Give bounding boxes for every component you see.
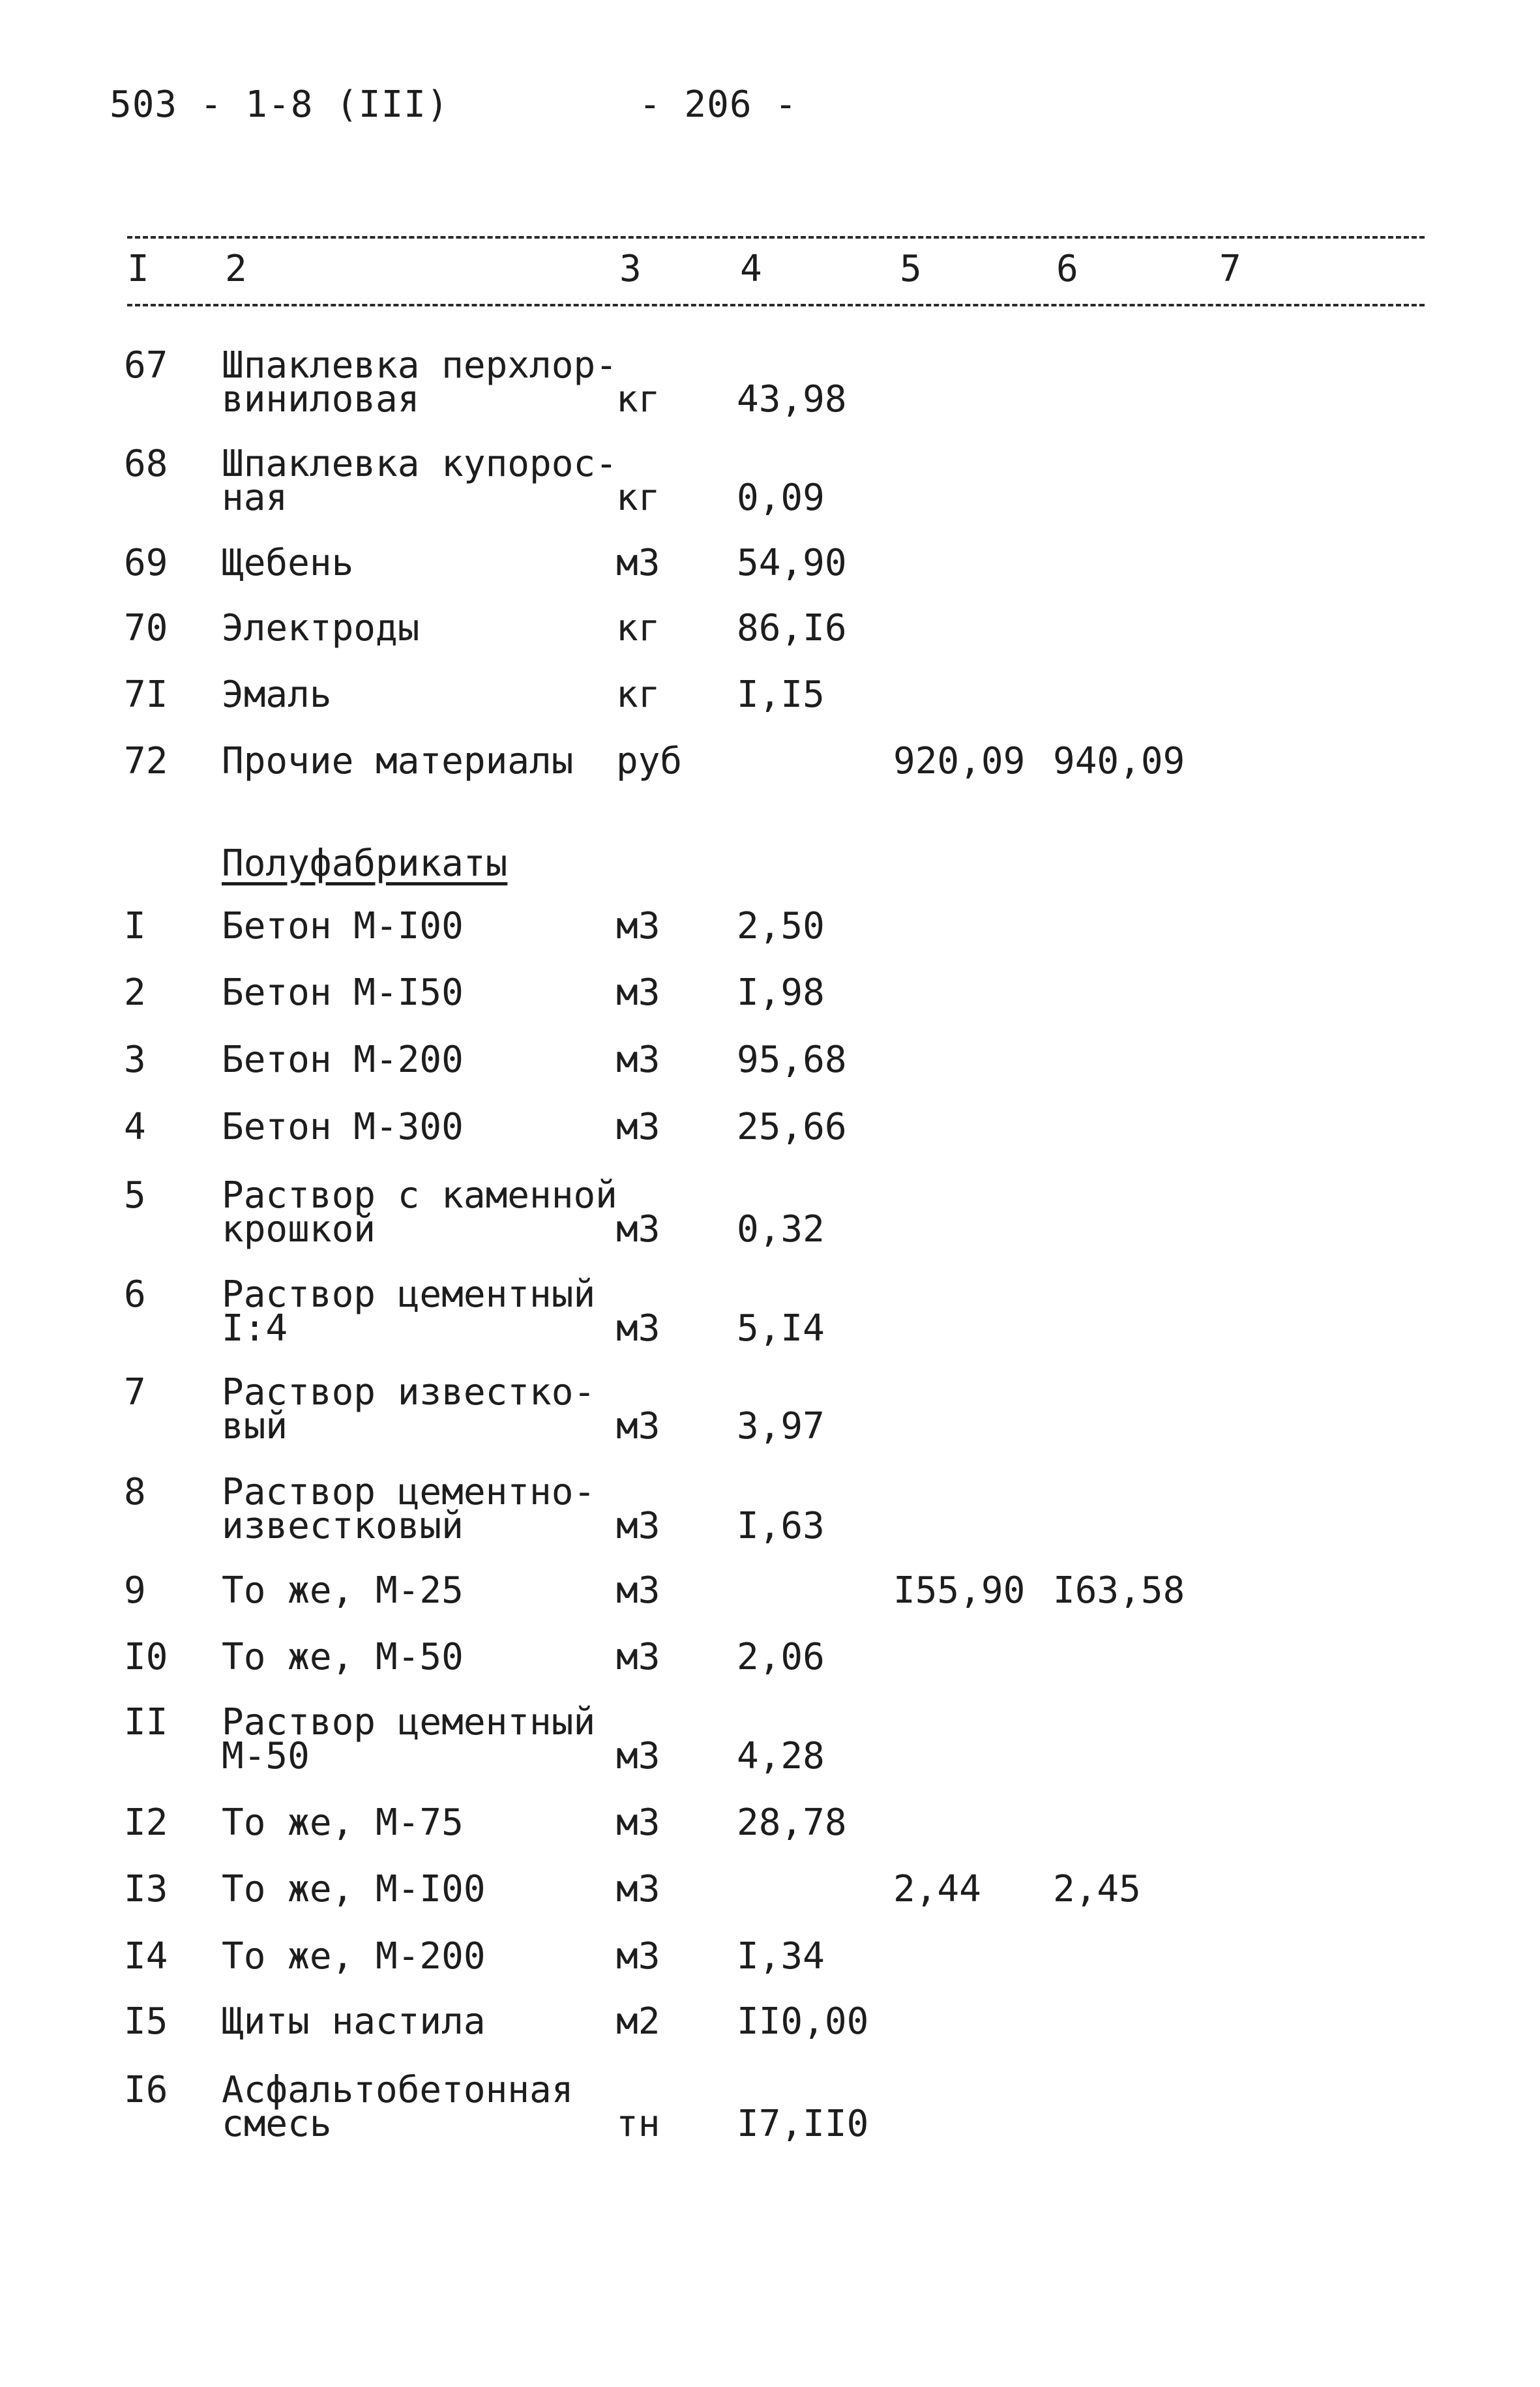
quantity: 25,66 [737, 1106, 847, 1148]
row-number: I0 [124, 1636, 168, 1678]
unit: м3 [616, 905, 660, 947]
material-name-cont: М-50 [222, 1735, 310, 1777]
column-header-7: 7 [1219, 248, 1241, 290]
material-name: Щебень [222, 542, 354, 584]
quantity: 2,50 [737, 905, 825, 947]
quantity: II0,00 [737, 2000, 869, 2043]
row-number: 3 [124, 1039, 146, 1081]
row-number: 8 [124, 1471, 146, 1513]
material-name-cont: виниловая [222, 378, 420, 421]
material-name: То же, М-75 [222, 1801, 464, 1844]
material-name-cont: вый [222, 1405, 288, 1447]
material-name: Бетон М-200 [222, 1039, 464, 1081]
row-number: 7I [124, 674, 168, 716]
unit: м3 [616, 1039, 660, 1081]
unit: м3 [616, 542, 660, 584]
unit: тн [616, 2103, 660, 2145]
material-name: Бетон М-I00 [222, 905, 464, 947]
unit: м2 [616, 2000, 660, 2043]
quantity: 0,09 [737, 477, 825, 519]
row-number: 70 [124, 607, 168, 649]
material-name: То же, М-25 [222, 1569, 464, 1612]
table-header-rule [127, 304, 1425, 306]
unit: м3 [616, 1801, 660, 1844]
material-name-cont: известковый [222, 1505, 464, 1547]
material-name: Шпаклевка купорос- [222, 443, 617, 485]
material-name: Раствор с каменной [222, 1174, 617, 1217]
material-name-cont: I:4 [222, 1307, 288, 1350]
material-name: Эмаль [222, 674, 332, 716]
material-name: Раствор цементно- [222, 1471, 596, 1513]
quantity: I7,II0 [737, 2103, 869, 2145]
row-number: 68 [124, 443, 168, 485]
unit: м3 [616, 1569, 660, 1612]
column-header-5: 5 [900, 248, 922, 290]
unit: м3 [616, 1208, 660, 1251]
column-header-1: I [127, 248, 149, 290]
quantity: 54,90 [737, 542, 847, 584]
quantity: 95,68 [737, 1039, 847, 1081]
quantity: I,98 [737, 971, 825, 1014]
unit: м3 [616, 1405, 660, 1447]
column-header-6: 6 [1056, 248, 1078, 290]
section-title: Полуфабрикаты [222, 842, 508, 885]
material-name: То же, М-I00 [222, 1868, 486, 1910]
row-number: 2 [124, 971, 146, 1014]
value-col5: 920,09 [893, 740, 1026, 782]
row-number: 4 [124, 1106, 146, 1148]
row-number: 7 [124, 1371, 146, 1414]
row-number: 69 [124, 542, 168, 584]
quantity: 0,32 [737, 1208, 825, 1251]
unit: м3 [616, 1636, 660, 1678]
row-number: 6 [124, 1273, 146, 1316]
quantity: 5,I4 [737, 1307, 825, 1350]
quantity: I,63 [737, 1505, 825, 1547]
unit: м3 [616, 1735, 660, 1777]
value-col6: 2,45 [1053, 1868, 1141, 1910]
row-number: I3 [124, 1868, 168, 1910]
row-number: I6 [124, 2069, 168, 2111]
material-name: Шпаклевка перхлор- [222, 344, 617, 387]
material-name: Раствор известко- [222, 1371, 596, 1414]
material-name: Бетон М-I50 [222, 971, 464, 1014]
material-name: Прочие материалы [222, 740, 574, 782]
column-header-4: 4 [740, 248, 762, 290]
material-name: Раствор цементный [222, 1701, 596, 1743]
unit: руб [616, 740, 683, 782]
row-number: I4 [124, 1935, 168, 1978]
unit: м3 [616, 1505, 660, 1547]
material-name: Щиты настила [222, 2000, 486, 2043]
material-name: Раствор цементный [222, 1273, 596, 1316]
quantity: 43,98 [737, 378, 847, 421]
quantity: I,34 [737, 1935, 825, 1978]
quantity: 2,06 [737, 1636, 825, 1678]
unit: м3 [616, 971, 660, 1014]
material-name-cont: смесь [222, 2103, 332, 2145]
unit: кг [616, 378, 660, 421]
material-name: Бетон М-300 [222, 1106, 464, 1148]
row-number: 72 [124, 740, 168, 782]
quantity: 28,78 [737, 1801, 847, 1844]
column-header-3: 3 [619, 248, 642, 290]
row-number: I2 [124, 1801, 168, 1844]
column-header-2: 2 [225, 248, 247, 290]
row-number: 9 [124, 1569, 146, 1612]
unit: кг [616, 607, 660, 649]
value-col5: I55,90 [893, 1569, 1026, 1612]
material-name: То же, М-50 [222, 1636, 464, 1678]
unit: кг [616, 477, 660, 519]
unit: м3 [616, 1106, 660, 1148]
quantity: 86,I6 [737, 607, 847, 649]
unit: м3 [616, 1935, 660, 1978]
page-number: - 206 - [639, 83, 798, 126]
value-col6: 940,09 [1053, 740, 1185, 782]
table-top-rule [127, 236, 1425, 239]
quantity: 3,97 [737, 1405, 825, 1447]
value-col5: 2,44 [893, 1868, 981, 1910]
unit: м3 [616, 1868, 660, 1910]
row-number: 67 [124, 344, 168, 387]
row-number: I [124, 905, 146, 947]
row-number: II [124, 1701, 168, 1743]
material-name: Асфальтобетонная [222, 2069, 574, 2111]
row-number: 5 [124, 1174, 146, 1217]
unit: м3 [616, 1307, 660, 1350]
document-code: 503 - 1-8 (III) [110, 83, 449, 126]
value-col6: I63,58 [1053, 1569, 1185, 1612]
material-name-cont: крошкой [222, 1208, 376, 1251]
material-name-cont: ная [222, 477, 288, 519]
quantity: I,I5 [737, 674, 825, 716]
material-name: То же, М-200 [222, 1935, 486, 1978]
quantity: 4,28 [737, 1735, 825, 1777]
row-number: I5 [124, 2000, 168, 2043]
material-name: Электроды [222, 607, 420, 649]
unit: кг [616, 674, 660, 716]
